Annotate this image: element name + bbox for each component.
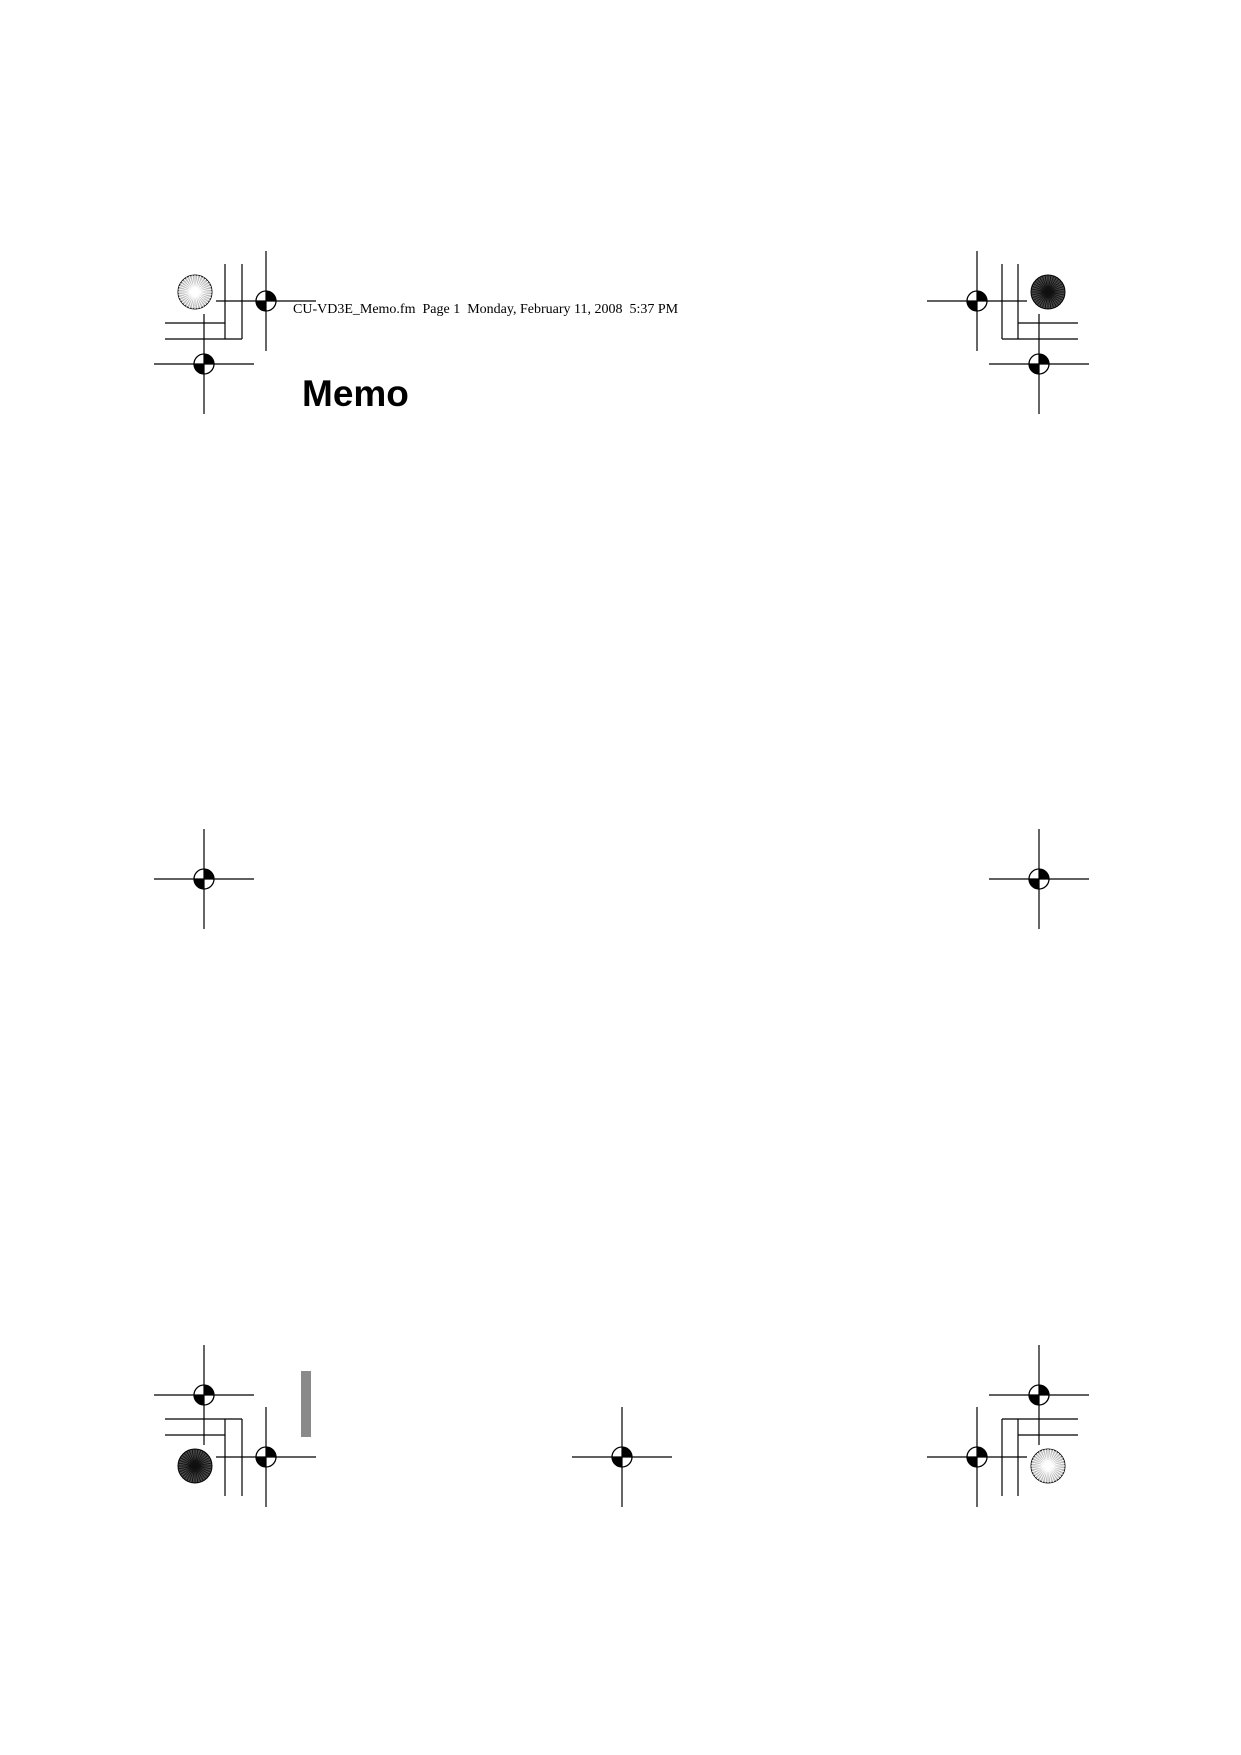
registration-mark-right-middle [989,829,1089,929]
registration-mark-bottom-right [927,1407,1027,1507]
wheel-top-left [178,275,212,309]
registration-mark-left-upper [154,314,254,414]
registration-mark-left-middle [154,829,254,929]
wheel-bottom-right [1031,1449,1065,1483]
file-header-line: CU-VD3E_Memo.fm Page 1 Monday, February 11, 2008 5:37 PM [293,302,679,317]
registration-mark-left-lower [154,1345,254,1445]
page-title: Memo [302,373,409,414]
registration-mark-top-right [927,251,1027,351]
registration-mark-bottom-center [572,1407,672,1507]
registration-mark-right-upper [989,314,1089,414]
wheel-top-right [1031,275,1065,309]
wheel-bottom-left [178,1449,212,1483]
section-tab-bar [301,1371,311,1437]
registration-mark-right-lower [989,1345,1089,1445]
